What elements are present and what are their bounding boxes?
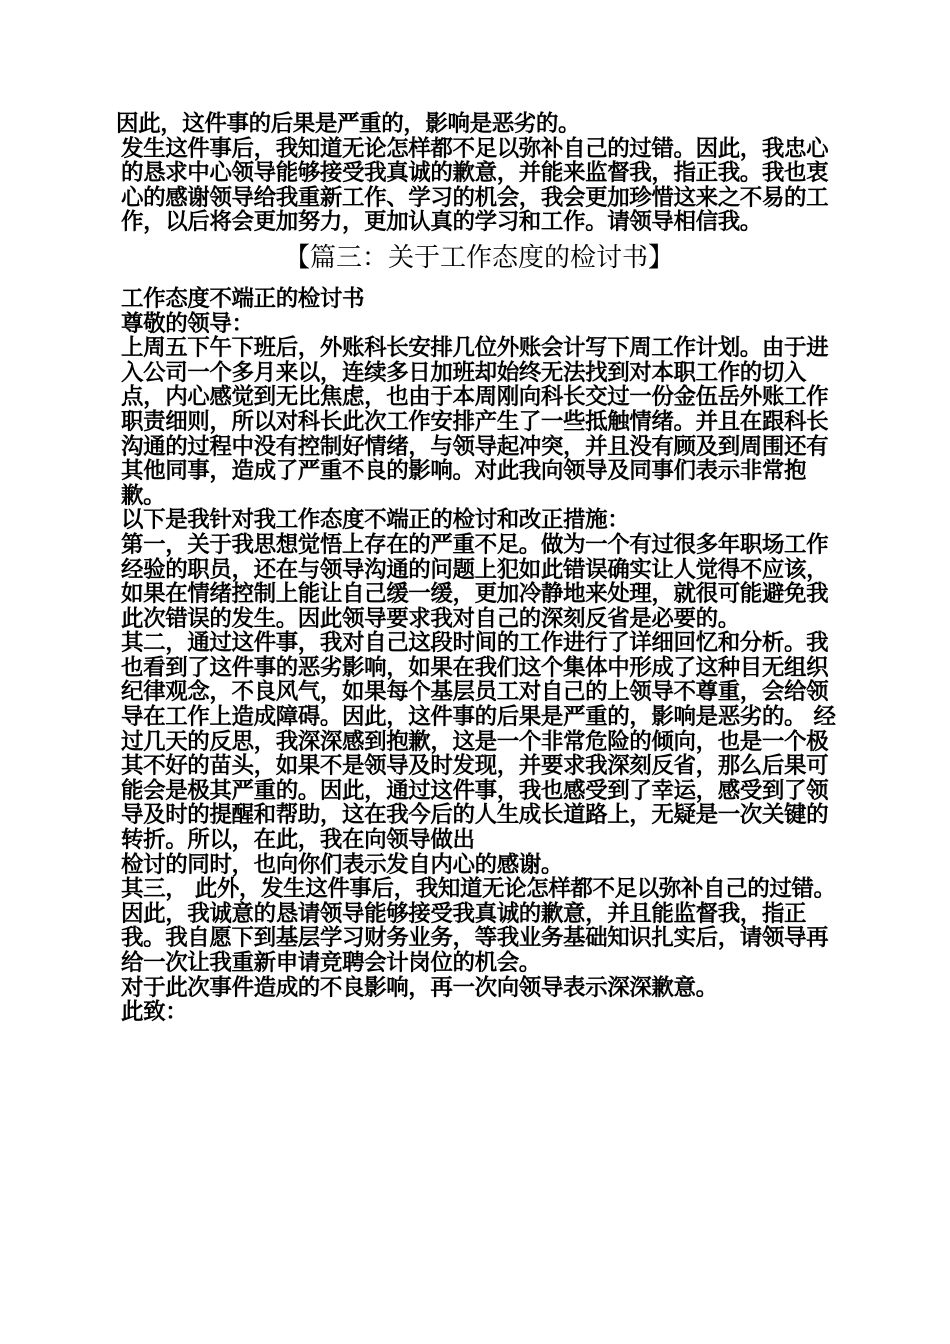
salutation: 尊敬的领导： [121, 310, 254, 337]
paragraph-body-1: 上周五下午下班后，外账科长安排几位外账会计写下周工作计划。由于进入公司一个多月来以，连续多日加班却始终无法找到对本职工作的切入点，内心感觉到无比焦虑，也由于本周刚向科长交过一份金伍岳外账工作职责细则，所以对科长此次工作安排产生了一些抵触情绪。并且在跟科长沟通的过程中没有控制好情绪，与领导起冲突，并且没有顾及到周围还有其他同事，造成了严重不良的影响。对此我向领导及同事们表示非常抱歉。 [121, 335, 829, 509]
paragraph-body-5: 检讨的同时，也向你们表示发自内心的感谢。 [121, 851, 564, 878]
paragraph-body-2: 以下是我针对我工作态度不端正的检讨和改正措施： [121, 507, 630, 534]
paragraph-body-7: 对于此次事件造成的不良影响，再一次向领导表示深深歉意。 [121, 974, 718, 1001]
section-heading: 【篇三：关于工作态度的检讨书】 [283, 242, 674, 273]
document-page [116, 112, 842, 1025]
paragraph-top-1: 因此，这件事的后果是严重的，影响是恶劣的。 [116, 111, 581, 137]
paragraph-body-6: 其三， 此外，发生这件事后，我知道无论怎样都不足以弥补自己的过错。因此，我诚意的恳请领导能够接受我真诚的歉意，并且能监督我，指正我。我自愿下到基层学习财务业务，等我业务基础知识扎实后，请领导再给一次让我重新申请竞聘会计岗位的机会。 [121, 876, 836, 976]
paragraph-top-2: 发生这件事后，我知道无论怎样都不足以弥补自己的过错。因此，我忠心的恳求中心领导能够接受我真诚的歉意，并能来监督我，指正我。我也衷心的感谢领导给我重新工作、学习的机会，我会更加珍惜这来之不易的工作，以后将会更加努力，更加认真的学习和工作。请领导相信我。 [121, 135, 829, 236]
paragraph-body-3: 第一，关于我思想觉悟上存在的严重不足。做为一个有过很多年职场工作经验的职员，还在与领导沟通的问题上犯如此错误确实让人觉得不应该，如果在情绪控制上能让自己缓一缓，更加冷静地来处理，就很可能避免我此次错误的发生。因此领导要求我对自己的深刻反省是必要的。 [121, 531, 829, 632]
paragraph-body-4: 其二，通过这件事，我对自己这段时间的工作进行了详细回忆和分析。我也看到了这件事的恶劣影响，如果在我们这个集体中形成了这种目无组织纪律观念，不良风气，如果每个基层员工对自己的上领导不尊重，会给领导在工作上造成障碍。因此，这件事的后果是严重的，影响是恶劣的。 经过几天的反思，我深深感到抱歉，这是一个非常危险的倾向，也是一个极其不好的苗头，如果不是领导及时发现，并要求我深刻反省，那么后果可能会是极其严重的。因此，通过这件事，我也感受到了幸运，感受到了领导及时的提醒和帮助，这在我今后的人生成长道路上，无疑是一次关键的转折。所以，在此，我在向领导做出 [121, 630, 836, 854]
letter-title: 工作态度不端正的检讨书 [121, 285, 365, 312]
closing-line: 此致： [121, 999, 188, 1026]
